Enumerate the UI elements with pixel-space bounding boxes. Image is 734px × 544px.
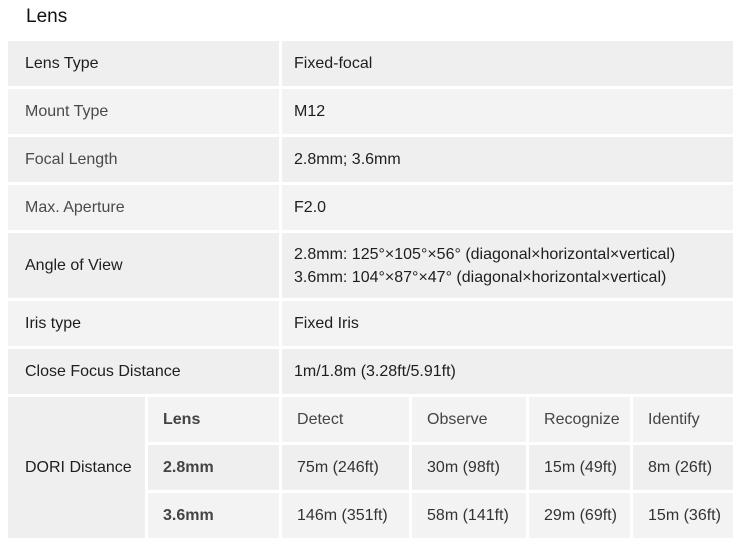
- spec-row-max-aperture: [8, 185, 733, 230]
- spec-row-iris-type: [8, 301, 733, 346]
- dori-header-lens: Lens: [148, 397, 279, 442]
- dori-observe-value: 30m (98ft): [412, 445, 526, 490]
- dori-header-row: [8, 397, 733, 442]
- section-title: Lens: [26, 6, 68, 27]
- spec-value: 2.8mm; 3.6mm: [282, 137, 733, 182]
- dori-header-identify: Identify: [633, 397, 733, 442]
- spec-value: M12: [282, 89, 733, 134]
- spec-value: Fixed Iris: [282, 301, 733, 346]
- spec-label: Angle of View: [8, 233, 279, 298]
- dori-lens-value: 2.8mm: [148, 445, 279, 490]
- spec-label: Max. Aperture: [8, 185, 279, 230]
- spec-value-multiline: [282, 233, 733, 298]
- dori-identify-value: 8m (26ft): [633, 445, 733, 490]
- spec-label: Focal Length: [8, 137, 279, 182]
- angle-of-view-line: 2.8mm: 125°×105°×56° (diagonal×horizontal×vertical): [294, 245, 676, 263]
- spec-row-close-focus-distance: [8, 349, 733, 394]
- dori-detect-value: 75m (246ft): [282, 445, 409, 490]
- spec-value: Fixed-focal: [282, 41, 733, 86]
- dori-lens-value: 3.6mm: [148, 493, 279, 538]
- spec-label: Lens Type: [8, 41, 279, 86]
- spec-value: F2.0: [282, 185, 733, 230]
- dori-header-recognize: Recognize: [529, 397, 630, 442]
- spec-value: 1m/1.8m (3.28ft/5.91ft): [282, 349, 733, 394]
- spec-label: Close Focus Distance: [8, 349, 279, 394]
- spec-label: Mount Type: [8, 89, 279, 134]
- dori-recognize-value: 29m (69ft): [529, 493, 630, 538]
- spec-row-lens-type: [8, 41, 733, 86]
- spec-row-angle-of-view: [8, 233, 733, 298]
- dori-identify-value: 15m (36ft): [633, 493, 733, 538]
- dori-label: DORI Distance: [8, 397, 145, 538]
- dori-recognize-value: 15m (49ft): [529, 445, 630, 490]
- spec-row-focal-length: [8, 137, 733, 182]
- angle-of-view-line: 3.6mm: 104°×87°×47° (diagonal×horizontal×vertical): [294, 268, 667, 286]
- spec-row-mount-type: [8, 89, 733, 134]
- lens-spec-table: [5, 38, 734, 541]
- dori-header-detect: Detect: [282, 397, 409, 442]
- dori-detect-value: 146m (351ft): [282, 493, 409, 538]
- spec-label: Iris type: [8, 301, 279, 346]
- dori-header-observe: Observe: [412, 397, 526, 442]
- dori-observe-value: 58m (141ft): [412, 493, 526, 538]
